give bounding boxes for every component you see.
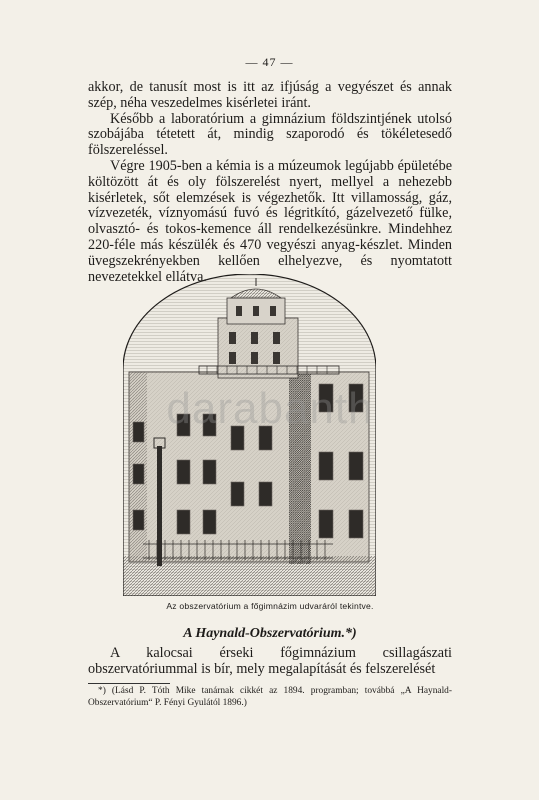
section-paragraph: A kalocsai érseki főgimnázium csillagászati obszervatóriummal is bír, mely megalapítását és felszerelését <box>88 645 452 677</box>
section-body <box>88 646 452 678</box>
section-title: A Haynald-Obszervatórium.*) <box>183 626 357 641</box>
paragraph-2: Később a laboratórium a gimnázium földszintjének utolsó szobájába tétetett át, mindig szaporodó és tökéletesedő fölszereléssel. <box>88 110 452 159</box>
page-number: — 47 — <box>245 55 294 69</box>
footnote-rule <box>88 683 170 684</box>
body-text <box>88 80 452 285</box>
observatory-illustration <box>123 274 376 596</box>
paragraph-3: Végre 1905-ben a kémia is a múzeumok legújabb épületébe költözött át és oly fölszerelést nyert, mellyel a nehezebb kisérletek, sőt elemzések is végezhetők. Itt villamosság, gáz, vízvezeték, víznyomású fuvó és légritkító, gázelvezető fülke, olvasztó- és tokos-kemence áll rendelkezésünkre. Mindehhez 220-féle más készülék és 470 vegyészi anyag-készlet. Minden üvegszekrényekben kellően elhelyezve, és nyomtatott nevezetekkel ellátva. <box>88 157 452 285</box>
observatory-engraving <box>123 274 376 596</box>
footnote-text: *) (Lásd P. Tóth Mike tanárnak cikkét az 1894. programban; továbbá „A Haynald-Obszervatórium“ P. Fényi Gyulától 1896.) <box>88 686 452 708</box>
paragraph-1: akkor, de tanusít most is itt az ifjúság a vegyészet és annak szép, néha veszedelmes kisérletei iránt. <box>88 79 452 111</box>
footnote <box>88 686 452 709</box>
watermark: darabanth <box>166 384 374 433</box>
figure-caption: Az obszervatórium a főgimnázim udvaráról tekintve. <box>166 601 374 611</box>
